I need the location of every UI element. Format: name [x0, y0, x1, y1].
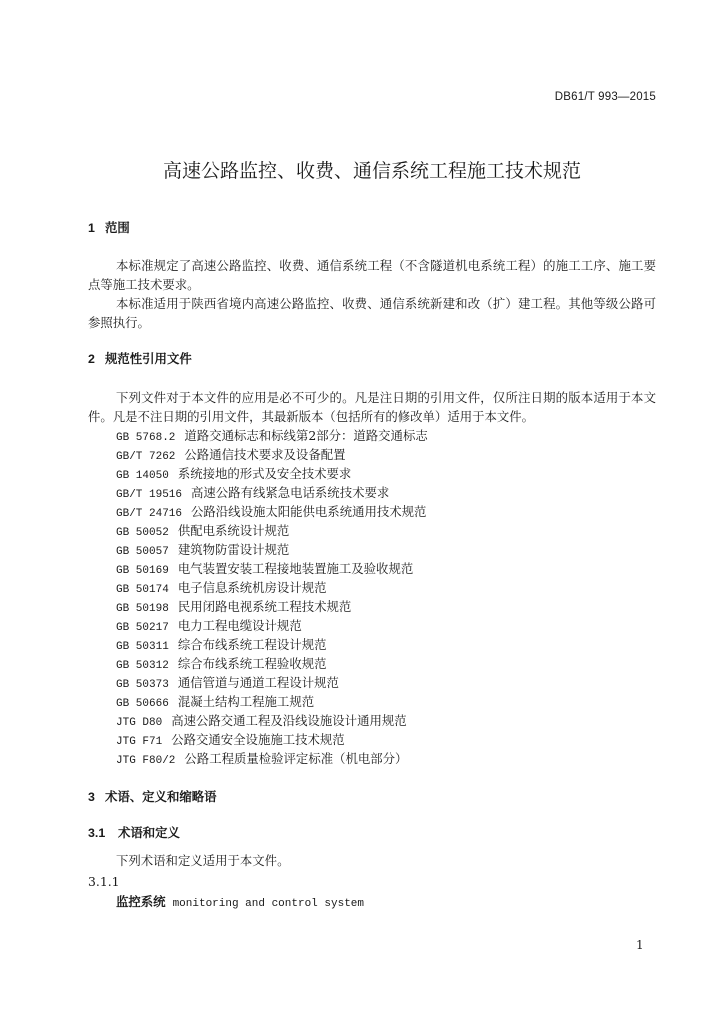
reference-code: GB/T 19516 [116, 489, 183, 501]
reference-item [116, 426, 428, 445]
reference-title: 电力工程电缆设计规范 [177, 618, 302, 633]
reference-title: 高速公路有线紧急电话系统技术要求 [191, 485, 390, 500]
reference-title: 高速公路交通工程及沿线设施设计通用规范 [171, 713, 407, 728]
reference-item [116, 711, 407, 730]
reference-code: JTG D80 [116, 717, 163, 729]
paragraph-line: 下列术语和定义适用于本文件。 [116, 853, 290, 868]
reference-code: GB 50373 [116, 679, 169, 691]
section-3-heading [88, 788, 217, 807]
document-title: 高速公路监控、收费、通信系统工程施工技术规范 [162, 161, 581, 182]
page-number: 1 [636, 938, 644, 952]
reference-item [116, 692, 314, 711]
reference-code: GB 50666 [116, 698, 169, 710]
reference-title: 供配电系统设计规范 [177, 523, 290, 538]
section-number: 3 [88, 790, 95, 804]
paragraph-line: 下列文件对于本文件的应用是必不可少的。凡是注日期的引用文件，仅所注日期的版本适用于本文 [116, 390, 656, 405]
reference-item [116, 445, 346, 464]
reference-item [116, 540, 289, 559]
section-1-heading [88, 219, 130, 238]
reference-item [116, 502, 426, 521]
reference-code: JTG F80/2 [116, 755, 176, 767]
reference-title: 综合布线系统工程设计规范 [177, 637, 327, 652]
reference-code: GB 5768.2 [116, 432, 176, 444]
paragraph-line: 件。凡是不注日期的引用文件，其最新版本（包括所有的修改单）适用于本文件。 [88, 409, 535, 424]
reference-item [116, 635, 327, 654]
reference-code: GB 50052 [116, 527, 169, 539]
reference-code: GB 50312 [116, 660, 169, 672]
reference-code: GB 50198 [116, 603, 169, 615]
section-title: 规范性引用文件 [105, 352, 192, 366]
reference-title: 公路交通安全设施施工技术规范 [171, 732, 345, 747]
reference-code: JTG F71 [116, 736, 163, 748]
reference-item [116, 749, 407, 768]
term-number: 3.1.1 [88, 874, 120, 889]
section-title: 范围 [105, 221, 130, 235]
reference-title: 电子信息系统机房设计规范 [177, 580, 327, 595]
subsection-title: 术语和定义 [118, 826, 180, 840]
reference-title: 公路沿线设施太阳能供电系统通用技术规范 [191, 504, 427, 519]
section-number: 2 [88, 352, 95, 366]
subsection-number: 3.1 [88, 826, 106, 840]
reference-code: GB 50217 [116, 622, 169, 634]
reference-title: 公路通信技术要求及设备配置 [184, 447, 346, 462]
subsection-3-1-heading [88, 824, 180, 843]
term-entry [116, 892, 364, 911]
reference-code: GB 50311 [116, 641, 169, 653]
paragraph-line: 点等施工技术要求。 [88, 277, 200, 292]
reference-item [116, 654, 327, 673]
reference-code: GB/T 24716 [116, 508, 183, 520]
reference-item [116, 578, 327, 597]
reference-item [116, 597, 351, 616]
section-2-heading [88, 350, 192, 369]
reference-code: GB 50174 [116, 584, 169, 596]
document-code: DB61/T 993—2015 [554, 91, 656, 103]
reference-title: 建筑物防雷设计规范 [177, 542, 290, 557]
reference-code: GB 14050 [116, 470, 169, 482]
reference-title: 民用闭路电视系统工程技术规范 [177, 599, 352, 614]
reference-title: 公路工程质量检验评定标准（机电部分） [184, 751, 408, 766]
reference-title: 通信管道与通道工程设计规范 [177, 675, 339, 690]
reference-code: GB 50057 [116, 546, 169, 558]
reference-item [116, 483, 389, 502]
reference-code: GB/T 7262 [116, 451, 176, 463]
reference-item [116, 464, 351, 483]
reference-code: GB 50169 [116, 565, 169, 577]
paragraph-line: 本标准适用于陕西省境内高速公路监控、收费、通信系统新建和改（扩）建工程。其他等级公路可 [116, 296, 656, 311]
reference-title: 混凝土结构工程施工规范 [177, 694, 315, 709]
reference-item [116, 559, 413, 578]
section-title: 术语、定义和缩略语 [105, 790, 217, 804]
reference-item [116, 616, 302, 635]
reference-item [116, 730, 345, 749]
reference-title: 道路交通标志和标线第2部分：道路交通标志 [184, 428, 428, 443]
reference-title: 系统接地的形式及安全技术要求 [177, 466, 352, 481]
reference-title: 电气装置安装工程接地装置施工及验收规范 [177, 561, 414, 576]
paragraph-line: 参照执行。 [88, 315, 150, 330]
reference-item [116, 673, 339, 692]
reference-item [116, 521, 289, 540]
reference-title: 综合布线系统工程验收规范 [177, 656, 327, 671]
paragraph-line: 本标准规定了高速公路监控、收费、通信系统工程（不含隧道机电系统工程）的施工工序、施工要 [116, 258, 656, 273]
term-english: monitoring and control system [172, 898, 364, 910]
section-number: 1 [88, 221, 95, 235]
term-chinese: 监控系统 [116, 895, 166, 909]
